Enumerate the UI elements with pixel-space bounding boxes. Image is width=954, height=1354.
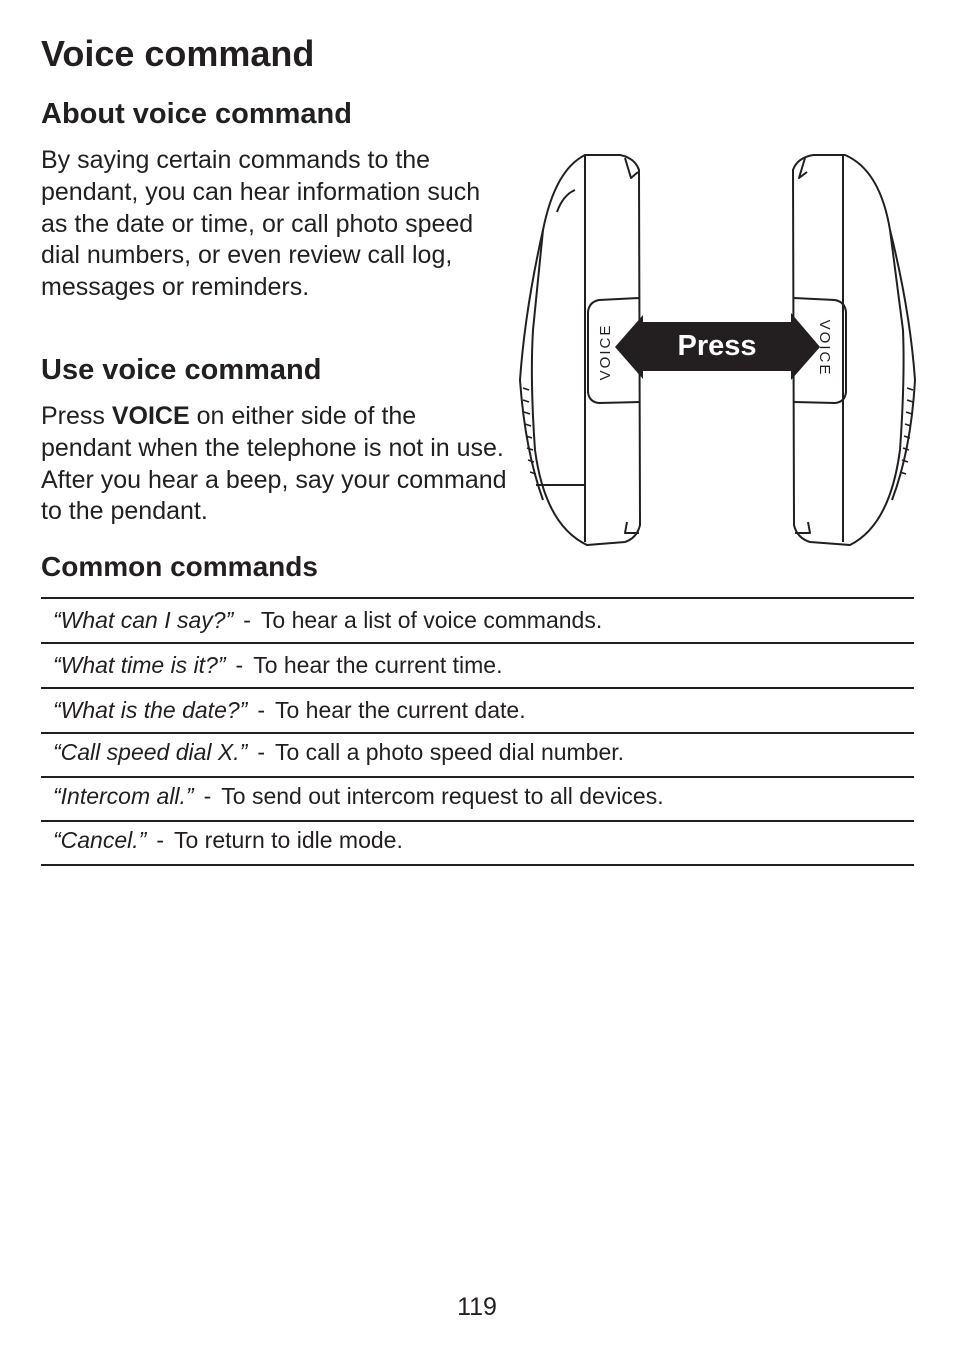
voice-key-name: VOICE — [111, 402, 190, 430]
command-separator: - — [257, 697, 265, 723]
command-description: To return to idle mode. — [173, 827, 403, 853]
right-voice-label: VOICE — [816, 319, 833, 377]
use-heading: Use voice command — [41, 354, 322, 386]
command-row — [41, 644, 914, 689]
left-voice-label: VOICE — [597, 323, 614, 381]
command-phrase: “Cancel.” — [53, 827, 147, 853]
page-number: 119 — [457, 1293, 497, 1321]
command-description: To hear the current date. — [274, 697, 526, 723]
command-row — [41, 689, 914, 734]
about-paragraph: By saying certain commands to the pendant, you can hear information such as the date or time, or call photo speed dial numbers, or even review call log, messages or reminders. — [41, 146, 481, 302]
command-row — [41, 599, 914, 644]
command-separator: - — [203, 783, 212, 809]
about-heading: About voice command — [41, 98, 352, 130]
command-phrase: “What time is it?” — [53, 652, 226, 678]
command-row — [41, 778, 914, 822]
command-phrase: “What can I say?” — [53, 607, 234, 633]
use-paragraph — [41, 401, 511, 528]
command-row — [41, 822, 914, 866]
pendant-illustration — [515, 150, 920, 550]
use-text-after: on either side of the pendant when the telephone is not in use. After you hear a beep, say your command to the pendant. — [41, 402, 507, 526]
command-description: To hear the current time. — [253, 652, 503, 678]
command-separator: - — [257, 739, 265, 765]
commands-table — [41, 597, 914, 866]
command-separator: - — [235, 652, 244, 678]
command-row — [41, 734, 914, 778]
command-separator: - — [243, 607, 251, 633]
command-description: To hear a list of voice commands. — [260, 607, 603, 633]
command-description: To call a photo speed dial number. — [274, 739, 625, 765]
press-label: Press — [677, 330, 757, 362]
command-phrase: “What is the date?” — [53, 697, 248, 723]
command-phrase: “Call speed dial X.” — [53, 739, 248, 765]
page-title: Voice command — [41, 33, 315, 74]
common-commands-heading: Common commands — [41, 551, 318, 582]
command-description: To send out intercom request to all devices. — [221, 783, 664, 809]
command-separator: - — [156, 827, 164, 853]
use-text-before: Press — [41, 402, 112, 430]
command-phrase: “Intercom all.” — [53, 783, 194, 809]
